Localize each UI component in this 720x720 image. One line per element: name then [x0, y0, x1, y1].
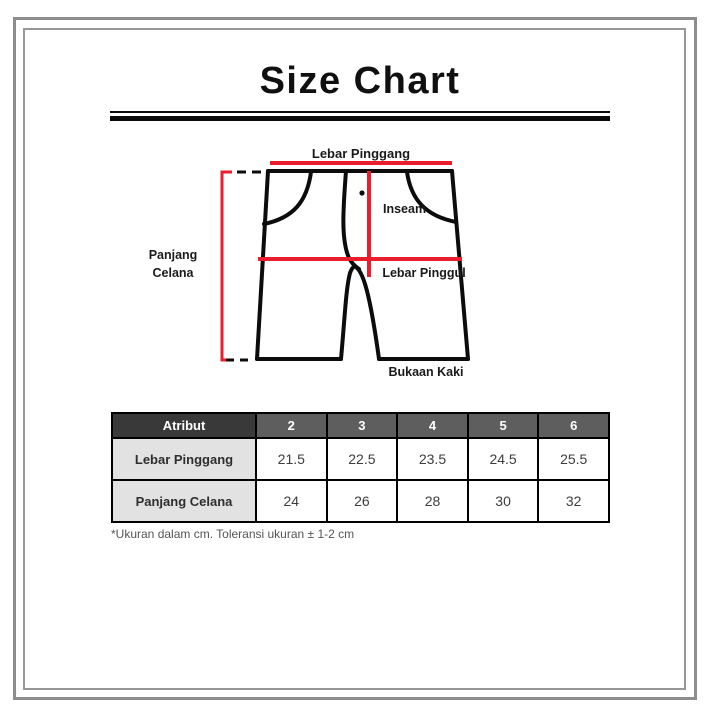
title-rule-thin: [110, 111, 610, 113]
table-header-size-4: 4: [398, 414, 467, 437]
title-rule-thick: [110, 116, 610, 121]
table-cell: 21.5: [257, 439, 326, 479]
table-cell: 30: [469, 481, 538, 521]
table-cell: 32: [539, 481, 608, 521]
table-cell: 24.5: [469, 439, 538, 479]
table-header-atribut: Atribut: [113, 414, 255, 437]
table-cell: 25.5: [539, 439, 608, 479]
length-label-line1: Panjang: [148, 248, 198, 262]
length-label-line2: Celana: [152, 266, 194, 280]
shorts-button: [359, 190, 364, 195]
table-cell: 22.5: [328, 439, 397, 479]
size-table: [111, 412, 610, 523]
table-cell: 26: [328, 481, 397, 521]
size-tolerance-note: *Ukuran dalam cm. Toleransi ukuran ± 1-2 cm: [111, 527, 355, 541]
table-header-size-5: 5: [469, 414, 538, 437]
table-header-size-6: 6: [539, 414, 608, 437]
hip-label: Lebar Pinggul: [382, 266, 466, 280]
table-header-size-3: 3: [328, 414, 397, 437]
table-cell: 23.5: [398, 439, 467, 479]
leg-opening-label: Bukaan Kaki: [388, 365, 464, 379]
shorts-right-seam: [452, 171, 468, 359]
shorts-inner-legs: [341, 267, 379, 359]
shorts-left-pocket: [264, 172, 311, 224]
waist-label: Lebar Pinggang: [311, 146, 411, 161]
shorts-left-seam: [257, 171, 268, 359]
shorts-fly-seam: [343, 171, 359, 269]
inseam-label: Inseam: [383, 202, 427, 216]
table-header-size-2: 2: [257, 414, 326, 437]
page-title: Size Chart: [259, 60, 461, 102]
length-label: [149, 246, 198, 282]
table-cell: 24: [257, 481, 326, 521]
length-measure-bracket: [222, 172, 232, 360]
table-cell: 28: [398, 481, 467, 521]
row-label-panjang-celana: Panjang Celana: [113, 481, 255, 521]
row-label-lebar-pinggang: Lebar Pinggang: [113, 439, 255, 479]
